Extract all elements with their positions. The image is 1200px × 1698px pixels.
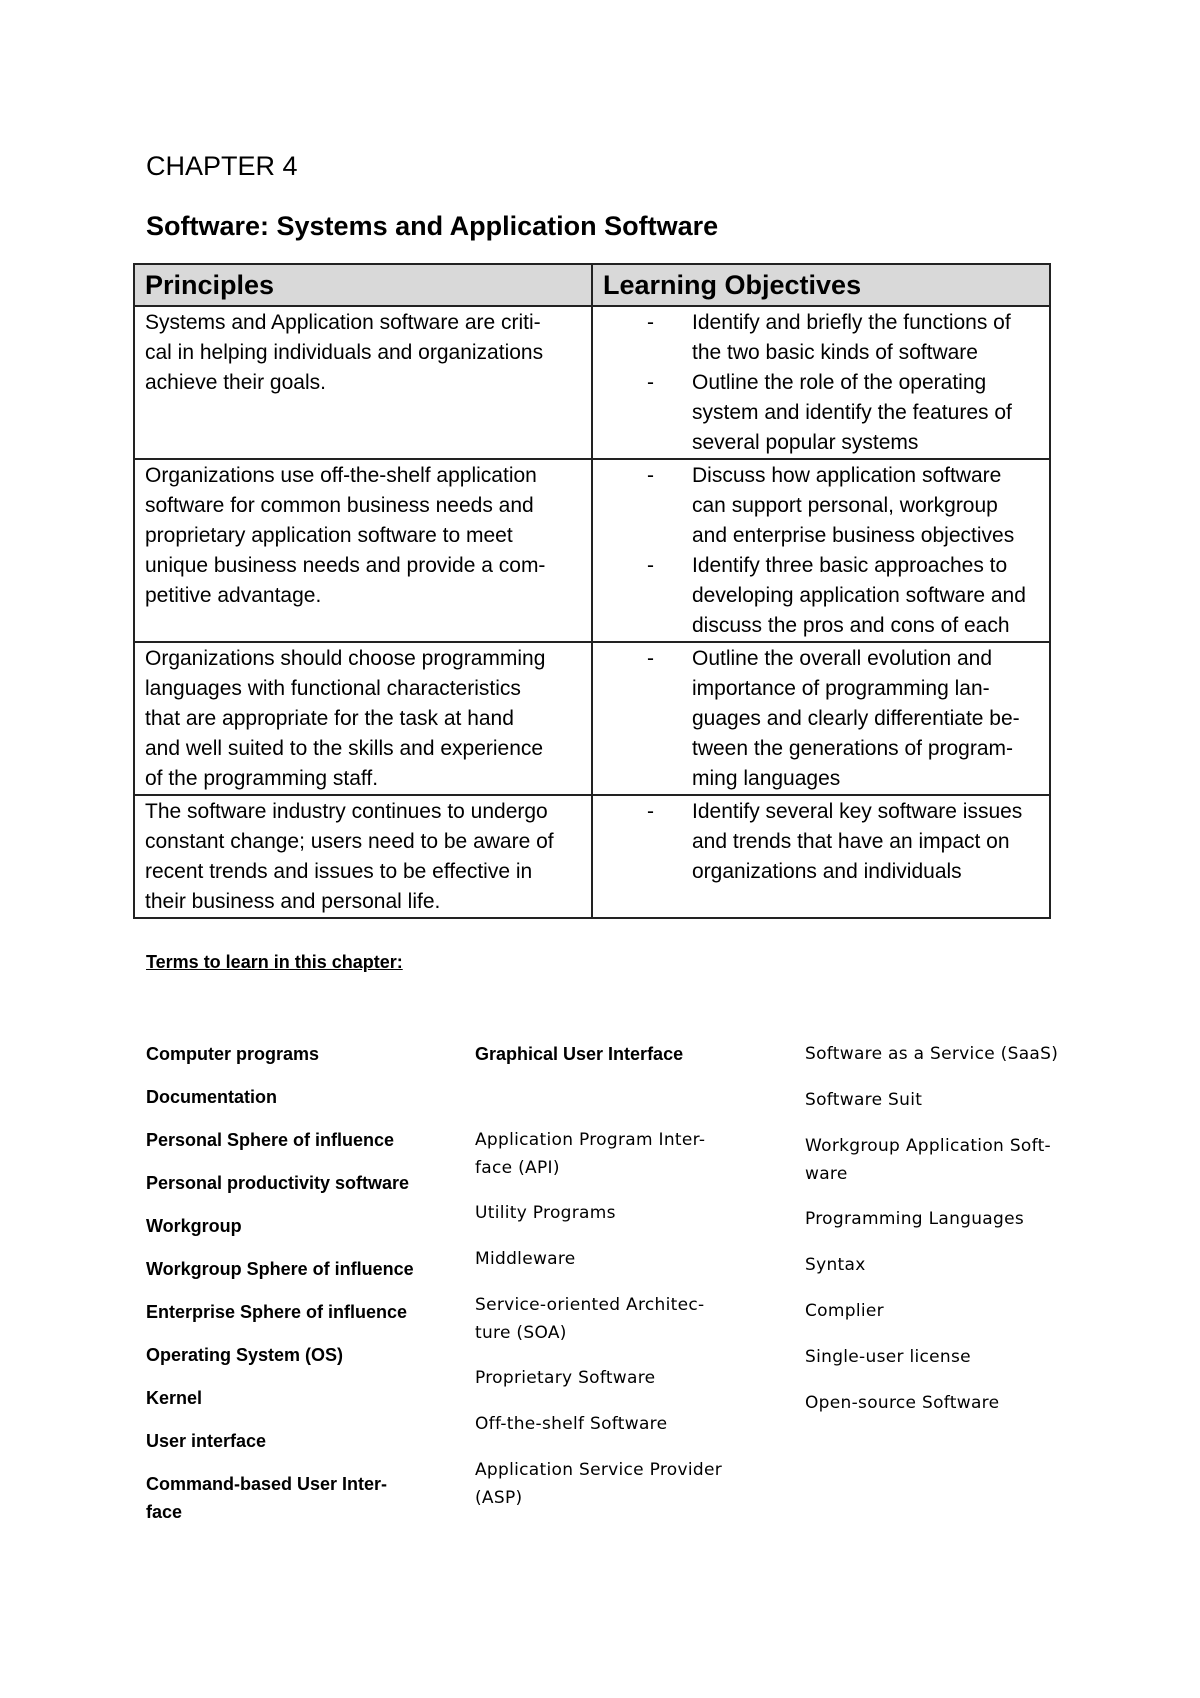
principle-text: Systems and Application software are criti- cal in helping individuals and organizations achieve their goals. [145, 311, 544, 394]
term-item: Workgroup Sphere of influence [146, 1259, 414, 1279]
table-row [134, 306, 1050, 459]
term-item: User interface [146, 1431, 267, 1451]
header-principles: Principles [134, 264, 592, 306]
table-row [134, 795, 1050, 918]
objective-list [603, 461, 1039, 641]
term-item: Complier [805, 1301, 884, 1321]
bullet-dash: - [647, 800, 654, 823]
bullet-dash: - [647, 464, 654, 487]
principle-text: Organizations use off-the-shelf application software for common business needs and proprietary application software to meet unique business needs and provide a com- petitive advantage. [145, 464, 546, 607]
chapter-heading: CHAPTER 4 [146, 151, 298, 181]
principle-text: The software industry continues to undergo constant change; users need to be aware of recent trends and issues to be effective in their business and personal life. [145, 800, 554, 913]
term-item: Workgroup Application Soft- ware [805, 1136, 1051, 1184]
bullet-dash: - [647, 311, 654, 334]
term-item: Personal productivity software [146, 1173, 410, 1193]
term-item: Application Program Inter- face (API) [475, 1130, 706, 1178]
objective-list [603, 644, 1039, 794]
objective-list [603, 797, 1039, 887]
term-item: Documentation [146, 1087, 278, 1107]
term-item: Computer programs [146, 1044, 320, 1064]
term-item: Middleware [475, 1249, 576, 1269]
chapter-title: Software: Systems and Application Software [146, 211, 719, 241]
term-item: Single-user license [805, 1347, 971, 1367]
terms-heading: Terms to learn in this chapter: [146, 952, 403, 972]
bullet-dash: - [647, 647, 654, 670]
term-item: Personal Sphere of influence [146, 1130, 395, 1150]
term-item: Kernel [146, 1388, 203, 1408]
term-item: Off-the-shelf Software [475, 1414, 668, 1434]
term-item: Software as a Service (SaaS) [805, 1044, 1059, 1064]
header-learning-objectives: Learning Objectives [592, 264, 1050, 306]
bullet-dash: - [647, 554, 654, 577]
table-row [134, 459, 1050, 642]
objective-item: - Outline the role of the operating system and identify the features of several popular systems [603, 368, 1039, 458]
term-item: Application Service Provider (ASP) [475, 1460, 723, 1508]
principle-text: Organizations should choose programming languages with functional characteristics that are appropriate for the task at hand and well suited to the skills and experience of the programming staff. [145, 647, 546, 790]
term-item: Proprietary Software [475, 1368, 656, 1388]
objective-list [603, 308, 1039, 458]
term-item: Software Suit [805, 1090, 923, 1110]
term-item: Operating System (OS) [146, 1345, 344, 1365]
objective-item: - Discuss how application software can support personal, workgroup and enterprise business objectives [603, 461, 1039, 551]
term-item: Programming Languages [805, 1209, 1025, 1229]
principles-objectives-table [133, 263, 1051, 919]
term-item: Service-oriented Architec- ture (SOA) [475, 1295, 705, 1343]
term-item: Command-based User Inter- face [146, 1474, 388, 1522]
term-item: Enterprise Sphere of influence [146, 1302, 408, 1322]
objective-item: - Outline the overall evolution and importance of programming lan- guages and clearly differentiate be- tween the generations of program- ming languages [603, 644, 1039, 794]
term-item: Open-source Software [805, 1393, 1000, 1413]
term-item: Utility Programs [475, 1203, 616, 1223]
bullet-dash: - [647, 371, 654, 394]
objective-item: - Identify several key software issues and trends that have an impact on organizations and individuals [603, 797, 1039, 887]
term-item: Graphical User Interface [475, 1044, 684, 1064]
term-item: Workgroup [146, 1216, 242, 1236]
objective-item: - Identify three basic approaches to developing application software and discuss the pros and cons of each [603, 551, 1039, 641]
table-row [134, 642, 1050, 795]
objective-item: - Identify and briefly the functions of the two basic kinds of software [603, 308, 1039, 368]
term-item: Syntax [805, 1255, 866, 1275]
